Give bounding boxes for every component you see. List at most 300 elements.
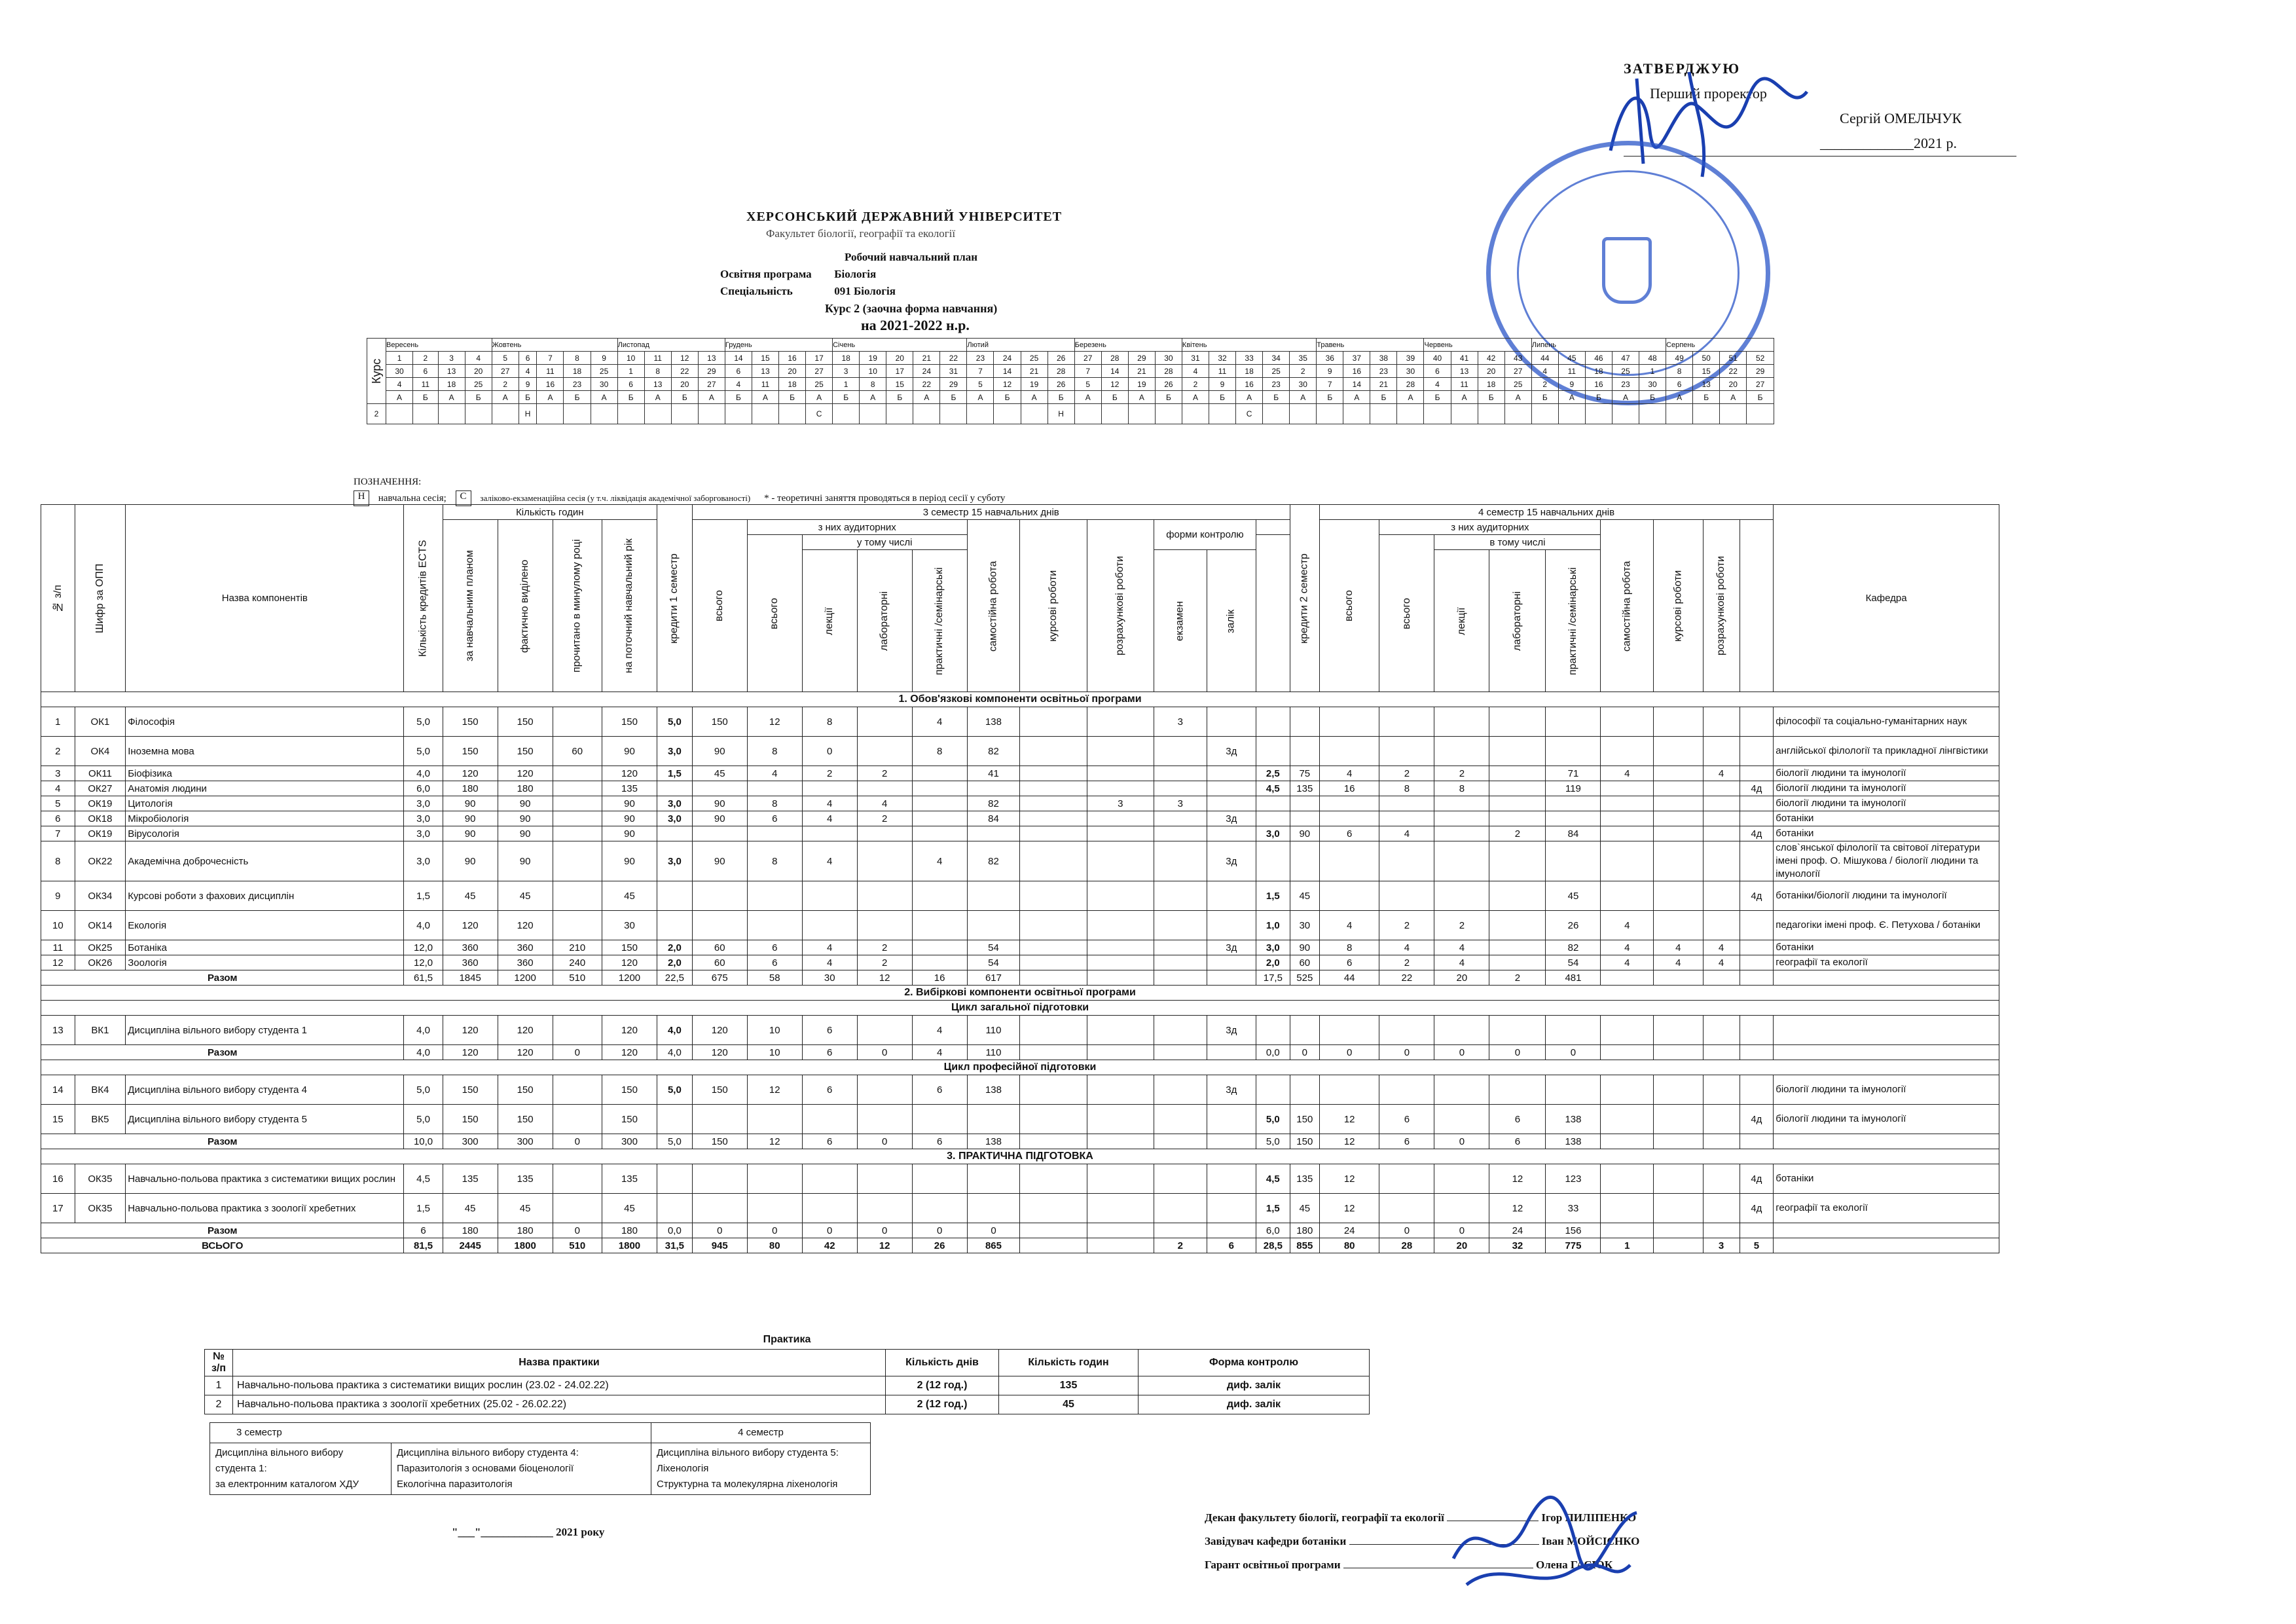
- cell-rr2: [1654, 811, 1703, 826]
- cell-hprev: [553, 1075, 602, 1105]
- cell-kr: [1020, 911, 1087, 940]
- cell-lec2: [1379, 881, 1434, 911]
- cell-rr2: [1654, 766, 1703, 781]
- approval-name: Сергій ОМЕЛЬЧУК: [1840, 110, 1962, 126]
- calendar-ab: Б: [1263, 391, 1290, 404]
- cell-lec: 4: [802, 955, 857, 970]
- cell-t: 60: [692, 940, 747, 955]
- col-num: № з/п: [41, 505, 75, 692]
- cell-t2: 60: [1290, 955, 1319, 970]
- cell-hc: 45: [602, 1194, 657, 1223]
- cell-rr: 3: [1087, 796, 1154, 811]
- calendar-week-number: 50: [1693, 352, 1720, 365]
- cell-lab2: [1434, 1016, 1489, 1045]
- cell-ha: 135: [498, 1164, 553, 1194]
- cell-c1: [657, 826, 692, 841]
- cell-hprev: [553, 766, 602, 781]
- cell-lab: 2: [857, 940, 912, 955]
- col-hours-group: Кількість годин: [443, 505, 657, 520]
- sum-rr2: [1654, 1134, 1703, 1149]
- calendar-week-number: 1: [386, 352, 413, 365]
- cell-hc: 45: [602, 881, 657, 911]
- cell-kr2: [1601, 1164, 1654, 1194]
- calendar-week-number: 12: [671, 352, 698, 365]
- cell-sr: 82: [967, 796, 1020, 811]
- cell-lec2: [1379, 796, 1434, 811]
- sum-zl: [1207, 1134, 1256, 1149]
- cell-kr: [1020, 841, 1087, 881]
- cell-name: Курсові роботи з фахових дисциплін: [126, 881, 404, 911]
- cell-ects: 5,0: [404, 1105, 443, 1134]
- table-row: [41, 707, 1999, 737]
- cell-lec: 8: [802, 707, 857, 737]
- cell-lec: [802, 911, 857, 940]
- cell-t2: 135: [1290, 781, 1319, 796]
- calendar-week-start: 25: [591, 365, 617, 378]
- sum-lec: 30: [802, 970, 857, 986]
- cell-n: 10: [41, 911, 75, 940]
- cell-n: 9: [41, 881, 75, 911]
- calendar-week-end: 20: [1720, 378, 1747, 391]
- cell-dept: педагогіки імені проф. Є. Петухова / ботаніки: [1774, 911, 1999, 940]
- table-row: [41, 1194, 1999, 1223]
- cell-hprev: [553, 811, 602, 826]
- cell-dept: ботаніки: [1774, 811, 1999, 826]
- cell-c2: 5,0: [1256, 1105, 1290, 1134]
- col-pract: практичні /семінарські: [912, 550, 967, 692]
- cell-sr: [967, 881, 1020, 911]
- col-h-current: на поточний навчальний рік: [602, 520, 657, 692]
- table-row: [41, 1016, 1999, 1045]
- practice-hours: 45: [999, 1395, 1139, 1414]
- sum-rr: [1087, 970, 1154, 986]
- practice-col-name: Назва практики: [233, 1350, 886, 1376]
- calendar-week-end: 4: [1424, 378, 1451, 391]
- cell-ects: 1,5: [404, 1194, 443, 1223]
- cell-ex2: [1703, 1164, 1740, 1194]
- practice-col-hours: Кількість годин: [999, 1350, 1139, 1376]
- cell-code: ОК19: [75, 796, 126, 811]
- sum-pr2: 0: [1489, 1045, 1546, 1060]
- calendar-ab: А: [1074, 391, 1101, 404]
- cell-rr2: [1654, 911, 1703, 940]
- cell-kr2: 4: [1601, 955, 1654, 970]
- calendar-week-start: 1: [1639, 365, 1666, 378]
- sum-hprev: 0: [553, 1223, 602, 1238]
- cell-kr2: [1601, 841, 1654, 881]
- calendar-week-number: 32: [1209, 352, 1235, 365]
- sum-zl2: [1740, 1045, 1774, 1060]
- calendar-week-start: 31: [940, 365, 967, 378]
- cell-rr2: [1654, 1105, 1703, 1134]
- practice-name: Навчально-польова практика з систематики вищих рослин (23.02 - 24.02.22): [233, 1376, 886, 1395]
- cell-rr2: [1654, 1164, 1703, 1194]
- cell-pr: 4: [912, 707, 967, 737]
- cell-rr: [1087, 737, 1154, 766]
- cell-zl2: [1740, 841, 1774, 881]
- cell-lab: [857, 881, 912, 911]
- cell-n: 6: [41, 811, 75, 826]
- cell-hp: 120: [443, 766, 498, 781]
- calendar-ab: Б: [1209, 391, 1235, 404]
- calendar-week-number: 49: [1666, 352, 1693, 365]
- calendar-week-number: 10: [617, 352, 644, 365]
- sum-label: Разом: [41, 1134, 404, 1149]
- cell-t2: [1290, 796, 1319, 811]
- sum-ex2: 3: [1703, 1238, 1740, 1253]
- cell-code: ОК27: [75, 781, 126, 796]
- cell-aud: [747, 881, 802, 911]
- col-calc-work2: розрахункові роботи: [1703, 520, 1740, 692]
- sum-lab: 0: [857, 1134, 912, 1149]
- cell-t2: [1290, 1016, 1319, 1045]
- calendar-week-start: 21: [1021, 365, 1048, 378]
- cell-name: Зоологія: [126, 955, 404, 970]
- calendar-kurs-label: Курс: [367, 339, 386, 404]
- cell-lab2: [1434, 737, 1489, 766]
- sum-ects: 4,0: [404, 1045, 443, 1060]
- cell-rr: [1087, 1016, 1154, 1045]
- cell-rr2: [1654, 781, 1703, 796]
- sum-ex2: [1703, 1134, 1740, 1149]
- cell-t: 150: [692, 1075, 747, 1105]
- cell-c1: [657, 911, 692, 940]
- curriculum-table: [41, 504, 1999, 1253]
- calendar-week-start: 18: [1585, 365, 1612, 378]
- cell-hp: 90: [443, 841, 498, 881]
- col-lect2: лекції: [1434, 550, 1489, 692]
- calendar-week-start: 27: [492, 365, 519, 378]
- cell-rr: [1087, 811, 1154, 826]
- cell-hp: 90: [443, 796, 498, 811]
- calendar-week-end: 5: [1074, 378, 1101, 391]
- sum-dept: [1774, 1045, 1999, 1060]
- cell-n: 14: [41, 1075, 75, 1105]
- calendar-mark: Н: [519, 404, 537, 424]
- cell-ex: [1154, 881, 1207, 911]
- cell-rr2: [1654, 841, 1703, 881]
- calendar-week-start: 8: [644, 365, 671, 378]
- sum-row: [41, 1045, 1999, 1060]
- cell-ex: 3: [1154, 707, 1207, 737]
- sum-c2: 6,0: [1256, 1223, 1290, 1238]
- calendar-mark: [752, 404, 778, 424]
- calendar-week-number: 22: [940, 352, 967, 365]
- calendar-week-start: 6: [413, 365, 439, 378]
- calendar-week-number-row: [367, 352, 1774, 365]
- cell-hp: 45: [443, 1194, 498, 1223]
- calendar-ab: Б: [1478, 391, 1504, 404]
- cell-t2: [1290, 737, 1319, 766]
- sum-pr2: 2: [1489, 970, 1546, 986]
- sum-row: [41, 970, 1999, 986]
- sum-rr2: [1654, 1223, 1703, 1238]
- table-row: [41, 1164, 1999, 1194]
- cell-lec2: [1379, 1016, 1434, 1045]
- cell-kr2: [1601, 781, 1654, 796]
- cell-n: 4: [41, 781, 75, 796]
- sum-lab: 12: [857, 1238, 912, 1253]
- sum-ex: [1154, 970, 1207, 986]
- sum-label: ВСЬОГО: [41, 1238, 404, 1253]
- calendar-week-number: 14: [725, 352, 752, 365]
- cell-t: 45: [692, 766, 747, 781]
- practice-form: диф. залік: [1139, 1395, 1370, 1414]
- calendar-ab: Б: [1693, 391, 1720, 404]
- cell-hp: 90: [443, 826, 498, 841]
- practice-table: [204, 1331, 1370, 1414]
- calendar-week-end: 27: [698, 378, 725, 391]
- sum-t: 945: [692, 1238, 747, 1253]
- calendar-month: Травень: [1317, 339, 1424, 352]
- calendar-week-end: 8: [860, 378, 886, 391]
- calendar-mark: [386, 404, 413, 424]
- cell-t: 90: [692, 811, 747, 826]
- sum-sr: 0: [967, 1223, 1020, 1238]
- cell-pr: [912, 940, 967, 955]
- calendar-week-number: 6: [519, 352, 537, 365]
- table-row: [41, 737, 1999, 766]
- cell-zl2: 4д: [1740, 1164, 1774, 1194]
- calendar-week-number: 40: [1424, 352, 1451, 365]
- cell-hc: 150: [602, 1105, 657, 1134]
- cell-ex: [1154, 955, 1207, 970]
- cell-name: Вірусологія: [126, 826, 404, 841]
- cell-dept: англійської філології та прикладної лінгвістики: [1774, 737, 1999, 766]
- cell-lec: 6: [802, 1016, 857, 1045]
- elective-4-item-1: Паразитологія з основами біоценології: [397, 1463, 574, 1474]
- cell-zl2: [1740, 707, 1774, 737]
- cell-sr2: 82: [1546, 940, 1601, 955]
- cell-lec2: [1379, 841, 1434, 881]
- sum-sr: 138: [967, 1134, 1020, 1149]
- cell-lab2: [1434, 826, 1489, 841]
- calendar-ab: Б: [1585, 391, 1612, 404]
- cell-t2: 90: [1290, 940, 1319, 955]
- col-incl: у тому числі: [802, 535, 967, 550]
- cell-zl: [1207, 766, 1256, 781]
- cell-aud2: 12: [1319, 1164, 1379, 1194]
- cell-zl2: [1740, 1016, 1774, 1045]
- cell-sr: [967, 1194, 1020, 1223]
- cell-ha: 150: [498, 1105, 553, 1134]
- calendar-week-start: 11: [537, 365, 564, 378]
- sum-rr: [1087, 1045, 1154, 1060]
- sum-row: [41, 1134, 1999, 1149]
- calendar-week-start: 20: [465, 365, 492, 378]
- sum-lab2: 0: [1434, 1223, 1489, 1238]
- cell-lab: [857, 737, 912, 766]
- practice-row: [205, 1376, 1370, 1395]
- cell-c2: 2,0: [1256, 955, 1290, 970]
- table-row: [41, 955, 1999, 970]
- cell-c1: [657, 881, 692, 911]
- calendar-week-end: 11: [413, 378, 439, 391]
- sum-rr2: [1654, 1238, 1703, 1253]
- cell-kr: [1020, 1164, 1087, 1194]
- cell-kr: [1020, 881, 1087, 911]
- calendar-ab: Б: [833, 391, 860, 404]
- cell-pr2: 2: [1489, 826, 1546, 841]
- cell-c1: 3,0: [657, 811, 692, 826]
- sum-rr: [1087, 1238, 1154, 1253]
- cell-ha: 90: [498, 796, 553, 811]
- cell-pr: [912, 1194, 967, 1223]
- calendar-ab: А: [591, 391, 617, 404]
- cell-kr2: [1601, 737, 1654, 766]
- calendar-ab: Б: [778, 391, 805, 404]
- calendar-ab: А: [913, 391, 940, 404]
- cell-c1: 3,0: [657, 841, 692, 881]
- cell-code: ОК14: [75, 911, 126, 940]
- sum-kr2: [1601, 1223, 1654, 1238]
- calendar-ab: А: [1451, 391, 1478, 404]
- cell-c2: 4,5: [1256, 781, 1290, 796]
- cell-name: Дисципліна вільного вибору студента 5: [126, 1105, 404, 1134]
- cell-aud: 6: [747, 955, 802, 970]
- sum-label: Разом: [41, 970, 404, 986]
- calendar-week-number: 37: [1343, 352, 1370, 365]
- document-header: [720, 208, 1205, 334]
- calendar-mark: С: [806, 404, 833, 424]
- cell-lab: 2: [857, 766, 912, 781]
- calendar-mark: [1585, 404, 1612, 424]
- calendar-week-end: 9: [519, 378, 537, 391]
- calendar-week-start: 3: [833, 365, 860, 378]
- sum-ects: 81,5: [404, 1238, 443, 1253]
- cell-aud2: [1319, 1075, 1379, 1105]
- cell-hc: 90: [602, 737, 657, 766]
- cell-name: Цитологія: [126, 796, 404, 811]
- faculty-name: Факультет біології, географії та екології: [766, 227, 956, 240]
- cell-lab2: [1434, 841, 1489, 881]
- cell-pr: 8: [912, 737, 967, 766]
- calendar-mark: [465, 404, 492, 424]
- cell-ects: 3,0: [404, 841, 443, 881]
- sum-aud2: 44: [1319, 970, 1379, 986]
- calendar-week-end: 29: [940, 378, 967, 391]
- calendar-mark: [564, 404, 591, 424]
- approval-position: Перший проректор: [1650, 85, 1767, 101]
- cell-kr2: [1601, 1105, 1654, 1134]
- calendar-ab: А: [1236, 391, 1263, 404]
- sum-aud2: 24: [1319, 1223, 1379, 1238]
- cell-ex2: [1703, 841, 1740, 881]
- cell-t2: 135: [1290, 1164, 1319, 1194]
- calendar-month: Жовтень: [492, 339, 617, 352]
- head-label: Завідувач кафедри ботаніки: [1205, 1535, 1347, 1547]
- sum-pr: 26: [912, 1238, 967, 1253]
- col-sem4: 4 семестр 15 навчальних днів: [1319, 505, 1773, 520]
- calendar-mark: [591, 404, 617, 424]
- cell-sr: 138: [967, 707, 1020, 737]
- cell-zl2: [1740, 766, 1774, 781]
- cell-aud2: 6: [1319, 955, 1379, 970]
- cell-ex: [1154, 1164, 1207, 1194]
- cell-pr2: [1489, 766, 1546, 781]
- cell-rr2: [1654, 1075, 1703, 1105]
- calendar-month: Липень: [1531, 339, 1666, 352]
- calendar-mark: [671, 404, 698, 424]
- cell-kr2: [1601, 811, 1654, 826]
- calendar-ab: Б: [1048, 391, 1074, 404]
- cell-sr: [967, 826, 1020, 841]
- calendar-week-start: 7: [1074, 365, 1101, 378]
- cell-ha: 90: [498, 811, 553, 826]
- cell-sr2: 45: [1546, 881, 1601, 911]
- cycle-professional-title: Цикл професійної підготовки: [41, 1060, 1999, 1075]
- elective-4-title: Дисципліна вільного вибору студента 4:: [397, 1447, 579, 1458]
- cell-dept: географії та екології: [1774, 1194, 1999, 1223]
- sum-hc: 1800: [602, 1238, 657, 1253]
- cell-zl: 3д: [1207, 841, 1256, 881]
- cell-lab: [857, 911, 912, 940]
- cell-ex2: [1703, 1016, 1740, 1045]
- cell-hp: 120: [443, 1016, 498, 1045]
- sum-hprev: 510: [553, 970, 602, 986]
- cell-hc: 30: [602, 911, 657, 940]
- cell-hc: 150: [602, 940, 657, 955]
- calendar-mark: [860, 404, 886, 424]
- cell-aud2: [1319, 841, 1379, 881]
- calendar-week-end-row: [367, 378, 1774, 391]
- sum-pr: 16: [912, 970, 967, 986]
- cell-sr: 138: [967, 1075, 1020, 1105]
- col-h-actual: фактично виділено: [498, 520, 553, 692]
- cell-pr: [912, 881, 967, 911]
- cell-ects: 6,0: [404, 781, 443, 796]
- calendar-ab: Б: [1424, 391, 1451, 404]
- calendar-week-number: 34: [1263, 352, 1290, 365]
- calendar-week-start: 23: [1370, 365, 1397, 378]
- calendar-ab-row: [367, 391, 1774, 404]
- cell-lec: 4: [802, 940, 857, 955]
- calendar-week-end: 18: [778, 378, 805, 391]
- cell-c2: [1256, 707, 1290, 737]
- col-credits2: кредити 2 семестр: [1290, 505, 1319, 692]
- cell-pr: [912, 811, 967, 826]
- elective-5-item-2: Структурна та молекулярна ліхенологія: [657, 1479, 838, 1490]
- sum-label: Разом: [41, 1045, 404, 1060]
- calendar-week-end: 18: [438, 378, 465, 391]
- calendar-week-number: 19: [860, 352, 886, 365]
- cell-t: 120: [692, 1016, 747, 1045]
- cell-dept: біології людини та імунології: [1774, 781, 1999, 796]
- calendar-week-start: 4: [519, 365, 537, 378]
- cell-hc: 135: [602, 781, 657, 796]
- cell-name: Філософія: [126, 707, 404, 737]
- cell-pr2: 12: [1489, 1164, 1546, 1194]
- cell-kr: [1020, 796, 1087, 811]
- cell-aud: [747, 826, 802, 841]
- col-h-prev: прочитано в минулому році: [553, 520, 602, 692]
- calendar-week-start: 13: [438, 365, 465, 378]
- cell-rr: [1087, 881, 1154, 911]
- cell-ects: 4,0: [404, 1016, 443, 1045]
- cell-t2: 90: [1290, 826, 1319, 841]
- cell-t2: [1290, 841, 1319, 881]
- cell-sr: 82: [967, 737, 1020, 766]
- cell-ex2: [1703, 911, 1740, 940]
- sum-lec: 42: [802, 1238, 857, 1253]
- cell-ha: 120: [498, 911, 553, 940]
- calendar-week-number: 30: [1155, 352, 1182, 365]
- calendar-week-end: 2: [492, 378, 519, 391]
- cell-zl: [1207, 1194, 1256, 1223]
- cell-sr: 54: [967, 955, 1020, 970]
- cell-ex2: [1703, 1075, 1740, 1105]
- cell-hprev: [553, 1194, 602, 1223]
